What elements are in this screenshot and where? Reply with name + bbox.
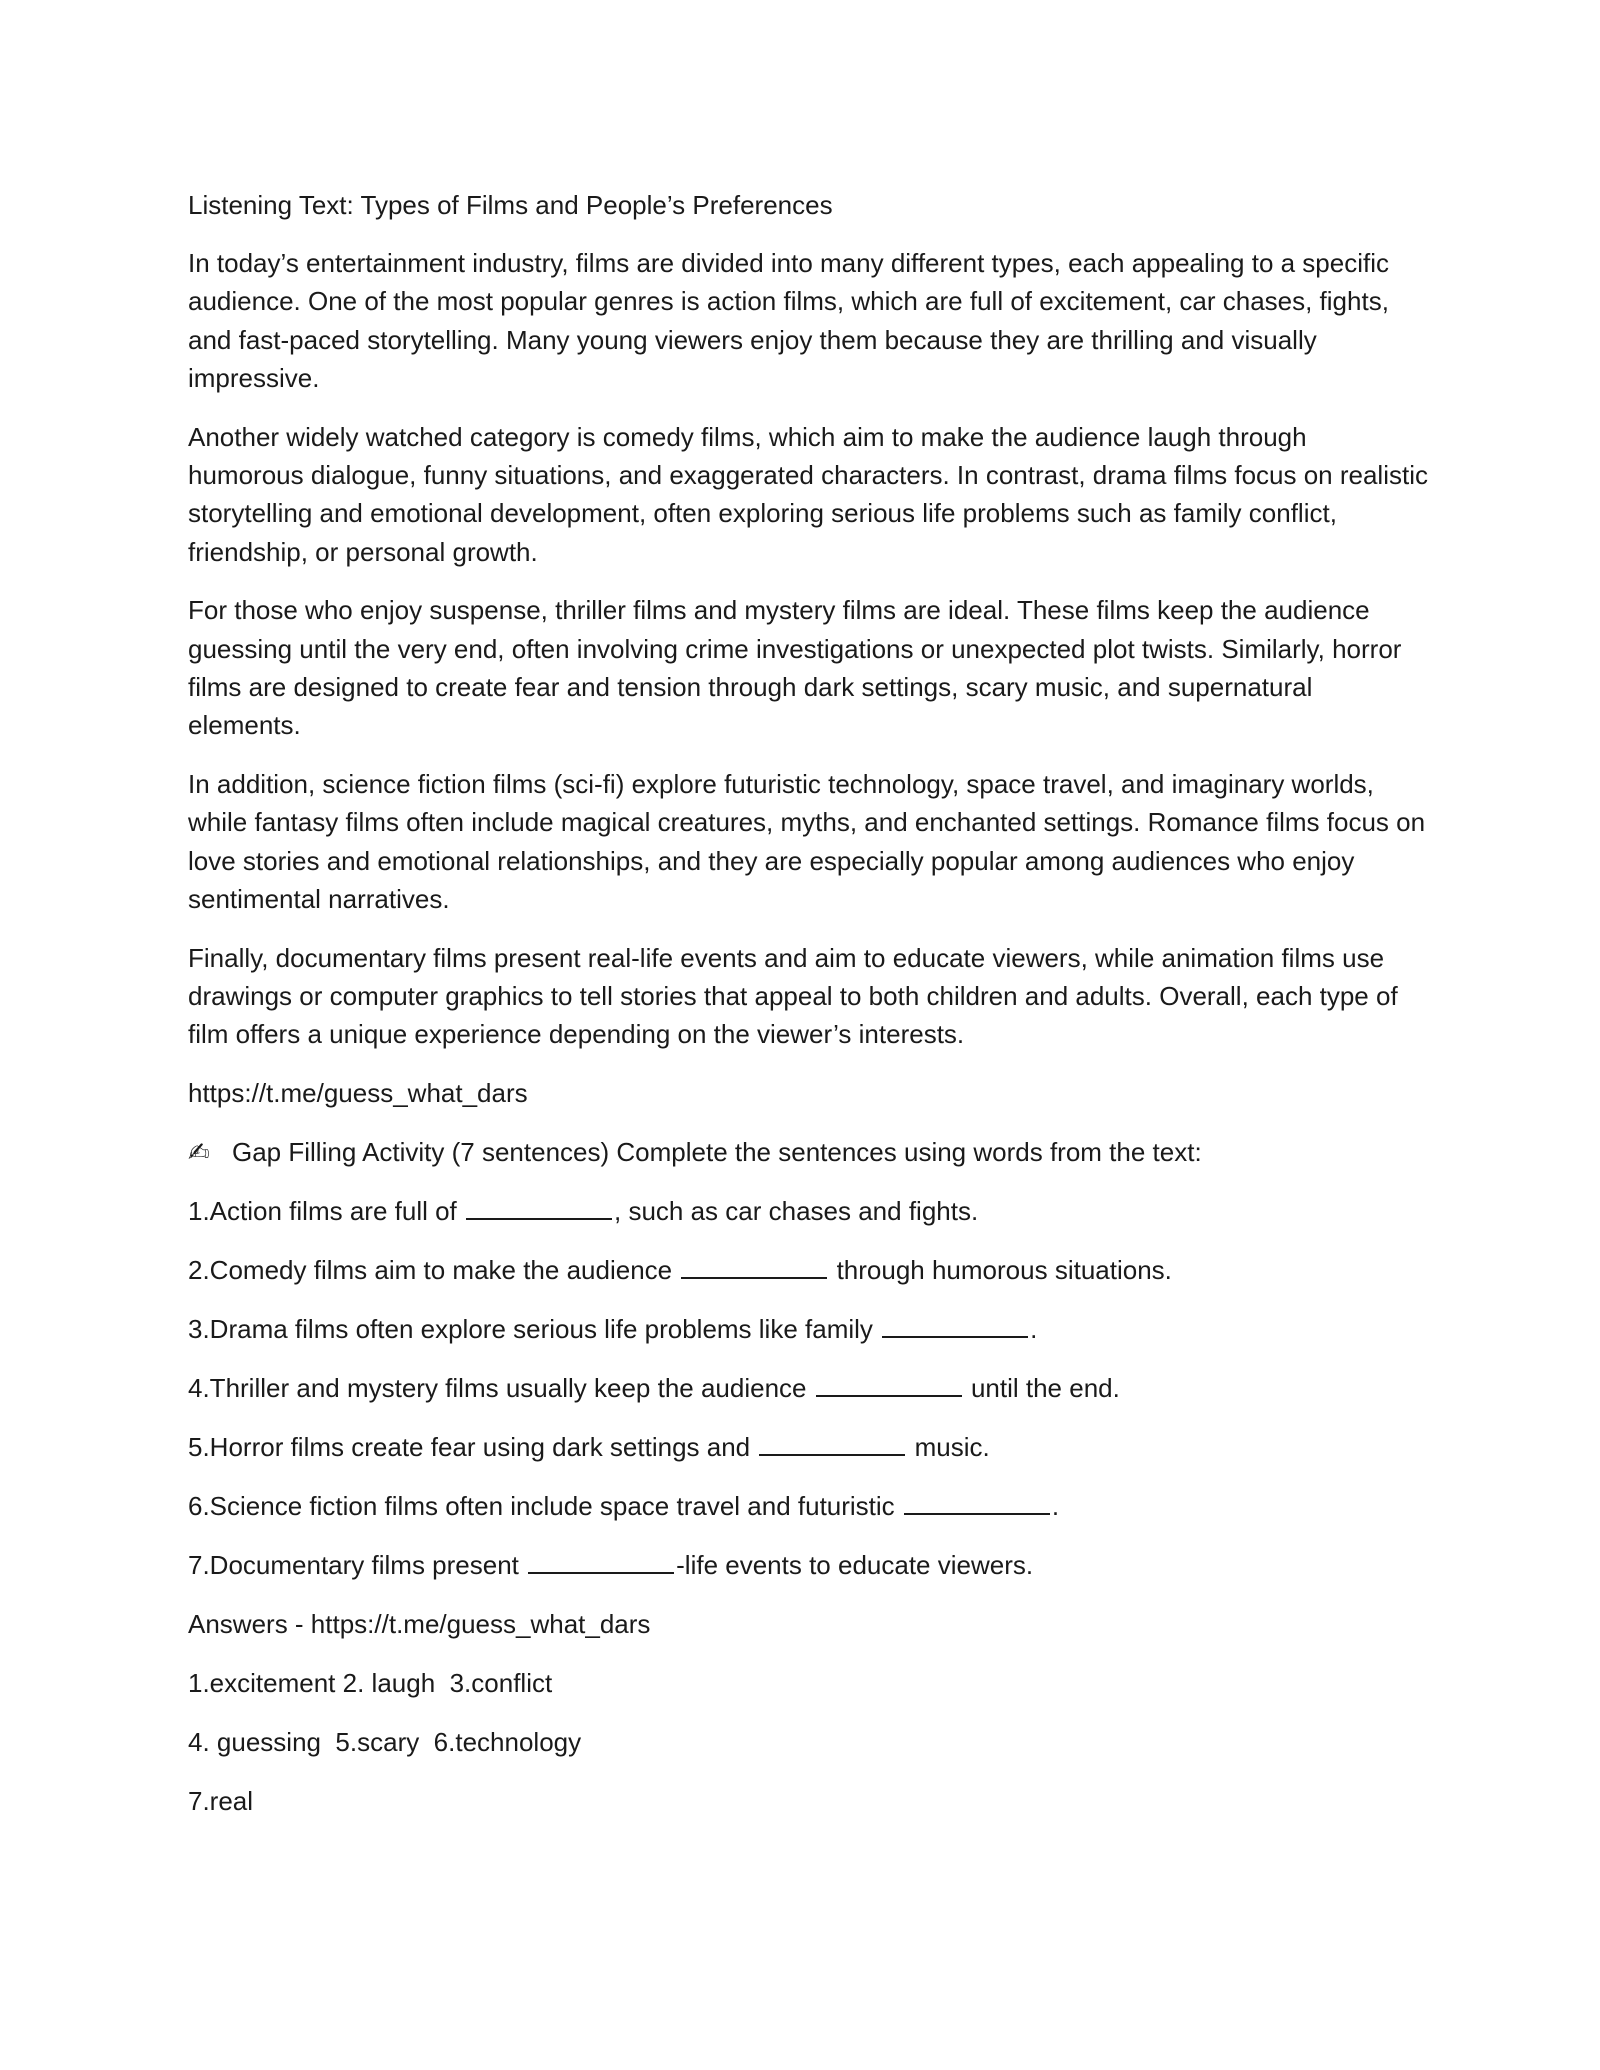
answers-line-1: 1.excitement 2. laugh 3.conflict <box>188 1667 553 1698</box>
gap-sentence-2 <box>188 1251 1428 1289</box>
gap-text-after: through humorous situations. <box>829 1254 1172 1285</box>
answer-blank[interactable] <box>759 1432 905 1456</box>
gap-text-after: . <box>1051 1490 1060 1521</box>
gap-text-after: until the end. <box>963 1372 1120 1403</box>
answer-blank[interactable] <box>816 1373 962 1397</box>
document-title: Listening Text: Types of Films and People’s Preferences <box>188 190 833 220</box>
paragraph-3: For those who enjoy suspense, thriller films and mystery films are ideal. These films keep the audience guessing until the very end, often involving crime investigations or unexpected plot twists. Similarly, horror films are designed to create fear and tension through dark settings, scary music, and supernatural elements. <box>188 595 1402 741</box>
paragraph-5: Finally, documentary films present real-life events and aim to educate viewers, while animation films use drawings or computer graphics to tell stories that appeal to both children and adults. Overall, each type of film offers a unique experience depending on the viewer’s interests. <box>188 942 1398 1050</box>
answer-blank[interactable] <box>882 1314 1028 1338</box>
gap-text-before: 4.Thriller and mystery films usually keep the audience <box>188 1372 814 1403</box>
answer-blank[interactable] <box>681 1255 827 1279</box>
gap-text-after: -life events to educate viewers. <box>676 1549 1034 1580</box>
gap-text-before: 7.Documentary films present <box>188 1549 527 1580</box>
gap-text-after: music. <box>907 1431 990 1462</box>
answers-line-3: 7.real <box>188 1785 254 1816</box>
gap-text-after: , such as car chases and fights. <box>614 1195 979 1226</box>
writing-hand-icon: ✍ <box>188 1136 210 1167</box>
gap-text-before: 1.Action films are full of <box>188 1195 464 1226</box>
activity-heading-row <box>188 1133 1428 1171</box>
paragraph-2: Another widely watched category is comedy films, which aim to make the audience laugh through humorous dialogue, funny situations, and exaggerated characters. In contrast, drama films focus on realistic storytelling and emotional development, often exploring serious life problems such as family conflict, friendship, or personal growth. <box>188 421 1428 567</box>
gap-text-before: 5.Horror films create fear using dark settings and <box>188 1431 758 1462</box>
gap-text-before: 3.Drama films often explore serious life problems like family <box>188 1313 881 1344</box>
gap-sentence-4 <box>188 1369 1428 1407</box>
gap-text-after: . <box>1030 1313 1038 1344</box>
gap-sentence-1 <box>188 1192 1428 1230</box>
answers-line-2: 4. guessing 5.scary 6.technology <box>188 1726 582 1757</box>
answers-heading[interactable]: Answers - https://t.me/guess_what_dars <box>188 1608 651 1639</box>
answer-blank[interactable] <box>528 1550 674 1574</box>
gap-text-before: 2.Comedy films aim to make the audience <box>188 1254 680 1285</box>
gap-sentence-6 <box>188 1487 1428 1525</box>
paragraph-1: In today’s entertainment industry, films are divided into many different types, each appealing to a specific audience. One of the most popular genres is action films, which are full of excitement, car chases, fights, and fast-paced storytelling. Many young viewers enjoy them because they are thrilling and visually impressive. <box>188 248 1390 394</box>
answer-blank[interactable] <box>904 1491 1050 1515</box>
activity-heading: Gap Filling Activity (7 sentences) Complete the sentences using words from the text: <box>232 1136 1202 1167</box>
document-page <box>188 186 1428 1841</box>
gap-sentence-3 <box>188 1310 1428 1348</box>
gap-text-before: 6.Science fiction films often include space travel and futuristic <box>188 1490 902 1521</box>
gap-sentence-7 <box>188 1546 1428 1584</box>
paragraph-4: In addition, science fiction films (sci-fi) explore futuristic technology, space travel, and imaginary worlds, while fantasy films often include magical creatures, myths, and enchanted settings. Romance films focus on love stories and emotional relationships, and they are especially popular among audiences who enjoy sentimental narratives. <box>188 768 1426 915</box>
answer-blank[interactable] <box>466 1196 612 1220</box>
gap-sentence-5 <box>188 1428 1428 1466</box>
telegram-link[interactable]: https://t.me/guess_what_dars <box>188 1077 528 1108</box>
